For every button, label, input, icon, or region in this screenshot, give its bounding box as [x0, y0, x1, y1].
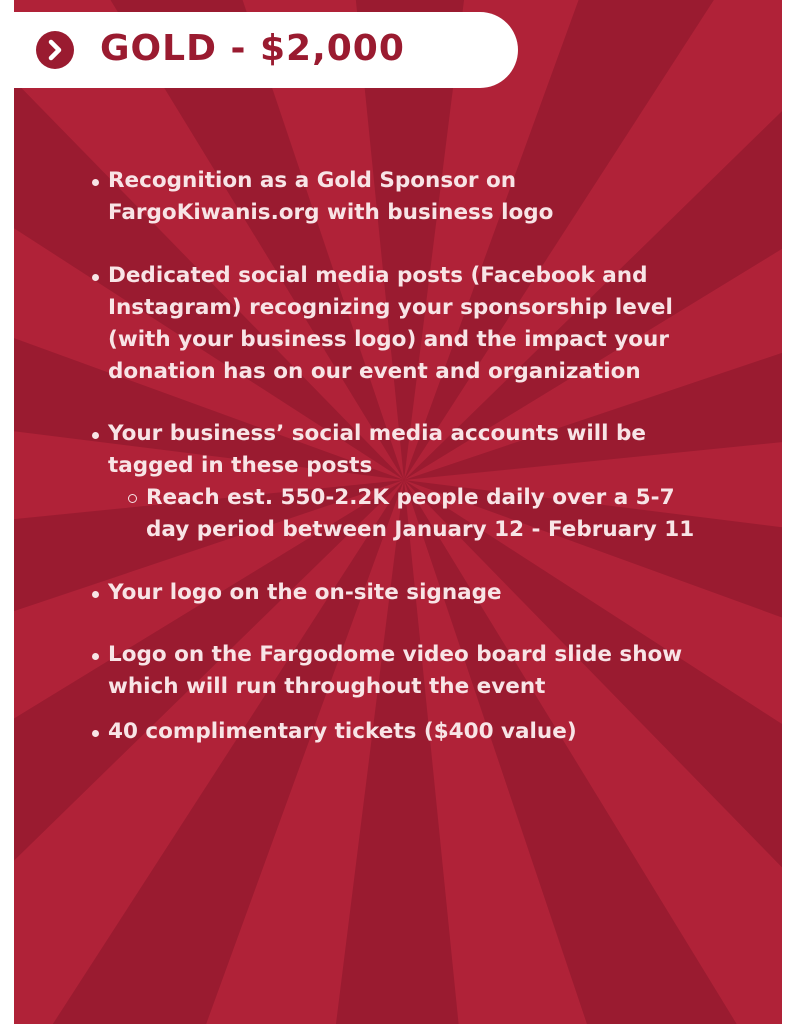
benefit-item: [108, 165, 698, 229]
benefit-text: Recognition as a Gold Sponsor on FargoKiwanis.org with business logo: [108, 168, 554, 225]
bullet-dot: [92, 179, 99, 186]
chevron-right-icon: [36, 31, 74, 69]
benefit-text: Your logo on the on-site signage: [108, 580, 502, 605]
benefit-item: [108, 260, 698, 388]
bullet-dot: [92, 653, 99, 660]
bullet-dot: [92, 730, 99, 737]
benefit-item: [108, 639, 698, 703]
benefit-sub-text: Reach est. 550-2.2K people daily over a 5-7 day period between January 12 - February 11: [146, 485, 695, 542]
benefit-sub-list: [108, 482, 698, 546]
benefits-list: [108, 165, 698, 748]
benefit-item: [108, 418, 698, 546]
benefit-item: [108, 716, 698, 748]
benefit-text: Your business’ social media accounts will be tagged in these posts: [108, 421, 646, 478]
bullet-circle: [128, 494, 137, 503]
sponsor-panel: [14, 0, 782, 1024]
tier-header: [14, 12, 518, 88]
benefit-text: Dedicated social media posts (Facebook and Instagram) recognizing your sponsorship level (with your business logo) and the impact your donation has on our event and organization: [108, 263, 673, 384]
bullet-dot: [92, 591, 99, 598]
bullet-dot: [92, 274, 99, 281]
benefit-text: 40 complimentary tickets ($400 value): [108, 719, 577, 744]
benefit-sub-item: [146, 482, 698, 546]
tier-title: GOLD - $2,000: [100, 28, 405, 69]
bullet-dot: [92, 432, 99, 439]
benefit-text: Logo on the Fargodome video board slide show which will run throughout the event: [108, 642, 683, 699]
benefit-item: [108, 577, 698, 609]
